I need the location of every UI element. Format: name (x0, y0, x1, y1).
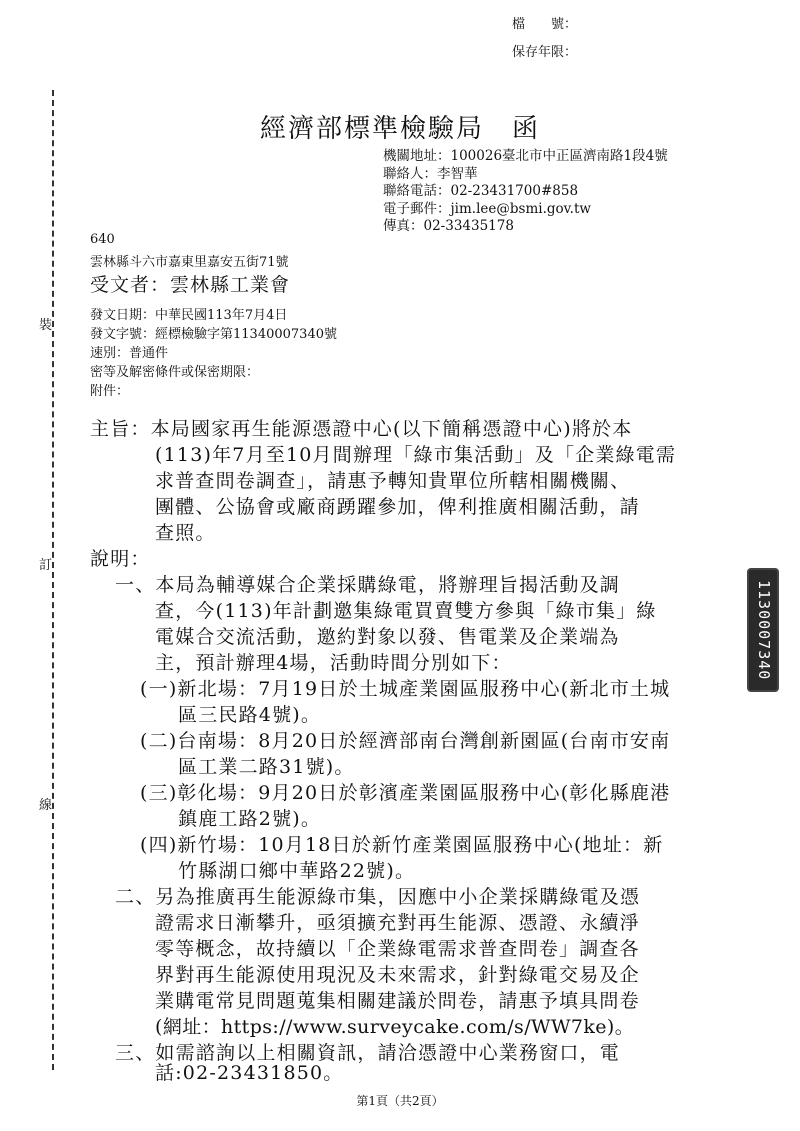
receipt-stamp: 1130007340 (747, 568, 779, 692)
item-2-line: 界對再生能源使用現況及未來需求，針對綠電交易及企 (155, 964, 640, 986)
sub-item-3: (三)彰化場：9月20日於彰濱產業園區服務中心(彰化縣鹿港 (140, 782, 671, 804)
doc-secrecy: 密等及解密條件或保密期限： (90, 365, 260, 380)
explain-label: 說明： (90, 548, 151, 570)
doc-number: 發文字號：經標檢驗字第11340007340號 (90, 327, 337, 342)
item-2-line: 業購電常見問題蒐集相關建議於問卷，請惠予填具問卷 (155, 990, 640, 1012)
subject-line: 主旨：本局國家再生能源憑證中心(以下簡稱憑證中心)將於本 (90, 418, 633, 440)
contact-phone: 聯絡電話：02-23431700#858 (383, 183, 579, 199)
item-1-line: 主，預計辦理4場，活動時間分別如下： (155, 652, 512, 674)
contact-fax: 傳真：02-33435178 (383, 218, 514, 234)
item-2-line: 零等概念，故持續以「企業綠電需求普查問卷」調查各 (155, 938, 640, 960)
sub-item-1: 區三民路4號)。 (178, 704, 322, 726)
doc-speed: 速別：普通件 (90, 346, 169, 361)
item-1-line: 電媒合交流活動，邀約對象以發、售電業及企業端為 (155, 626, 620, 648)
contact-block (383, 148, 668, 236)
page-title: 經濟部標準檢驗局 函 (259, 114, 540, 144)
contact-address: 機關地址：100026臺北市中正區濟南路1段4號 (383, 148, 668, 164)
item-2-line: 證需求日漸攀升，亟須擴充對再生能源、憑證、永續淨 (155, 912, 640, 934)
item-1-line: 查，今(113)年計劃邀集綠電買賣雙方參與「綠市集」綠 (155, 600, 657, 622)
contact-email: 電子郵件：jim.lee@bsmi.gov.tw (383, 200, 591, 217)
subject-line: 求普查問卷調查」，請惠予轉知貴單位所轄相關機關、 (155, 470, 631, 492)
sub-item-2: 區工業二路31號)。 (178, 756, 355, 778)
recipient-zip: 640 (90, 232, 115, 247)
item-3-line: 話:02-23431850。 (155, 1062, 344, 1084)
doc-attachment: 附件： (90, 384, 130, 399)
file-number-label: 檔 號： (512, 17, 578, 32)
sub-item-2: (二)台南場：8月20日於經濟部南台灣創新園區(台南市安南 (140, 730, 671, 752)
doc-info (90, 306, 337, 401)
doc-date: 發文日期：中華民國113年7月4日 (90, 308, 288, 323)
contact-person: 聯絡人：李智華 (383, 165, 478, 182)
survey-link[interactable]: (網址：https://www.surveycake.com/s/WW7ke)。 (155, 1016, 635, 1038)
binding-char-zhuang: 裝 (39, 312, 52, 335)
sub-item-3: 鎮鹿工路2號)。 (178, 808, 322, 830)
binding-line (52, 90, 54, 1070)
sub-item-4: (四)新竹場：10月18日於新竹產業園區服務中心(地址：新 (140, 834, 664, 856)
item-3-line: 三、如需諮詢以上相關資訊，請洽憑證中心業務窗口，電 (115, 1042, 621, 1064)
binding-char-ding: 訂 (39, 552, 52, 575)
subject-line: (113)年7月至10月間辦理「綠市集活動」及「企業綠電需 (155, 444, 677, 466)
item-1-line: 一、本局為輔導媒合企業採購綠電，將辦理旨揭活動及調 (115, 574, 621, 596)
page-number: 第1頁（共2頁） (356, 1094, 444, 1108)
retention-label: 保存年限： (512, 45, 578, 60)
subject-line: 團體、公協會或廠商踴躍參加，俾利推廣相關活動，請 (155, 496, 640, 518)
subject-line: 查照。 (155, 522, 216, 544)
sub-item-4: 竹縣湖口鄉中華路22號)。 (178, 860, 416, 882)
binding-char-xian: 線 (39, 792, 52, 815)
sub-item-1: (一)新北場：7月19日於土城產業園區服務中心(新北市土城 (140, 678, 671, 700)
item-2-line: 二、另為推廣再生能源綠市集，因應中小企業採購綠電及憑 (115, 886, 641, 908)
recipient-address: 雲林縣斗六市嘉東里嘉安五街71號 (90, 255, 289, 270)
recipient: 受文者：雲林縣工業會 (90, 274, 291, 296)
